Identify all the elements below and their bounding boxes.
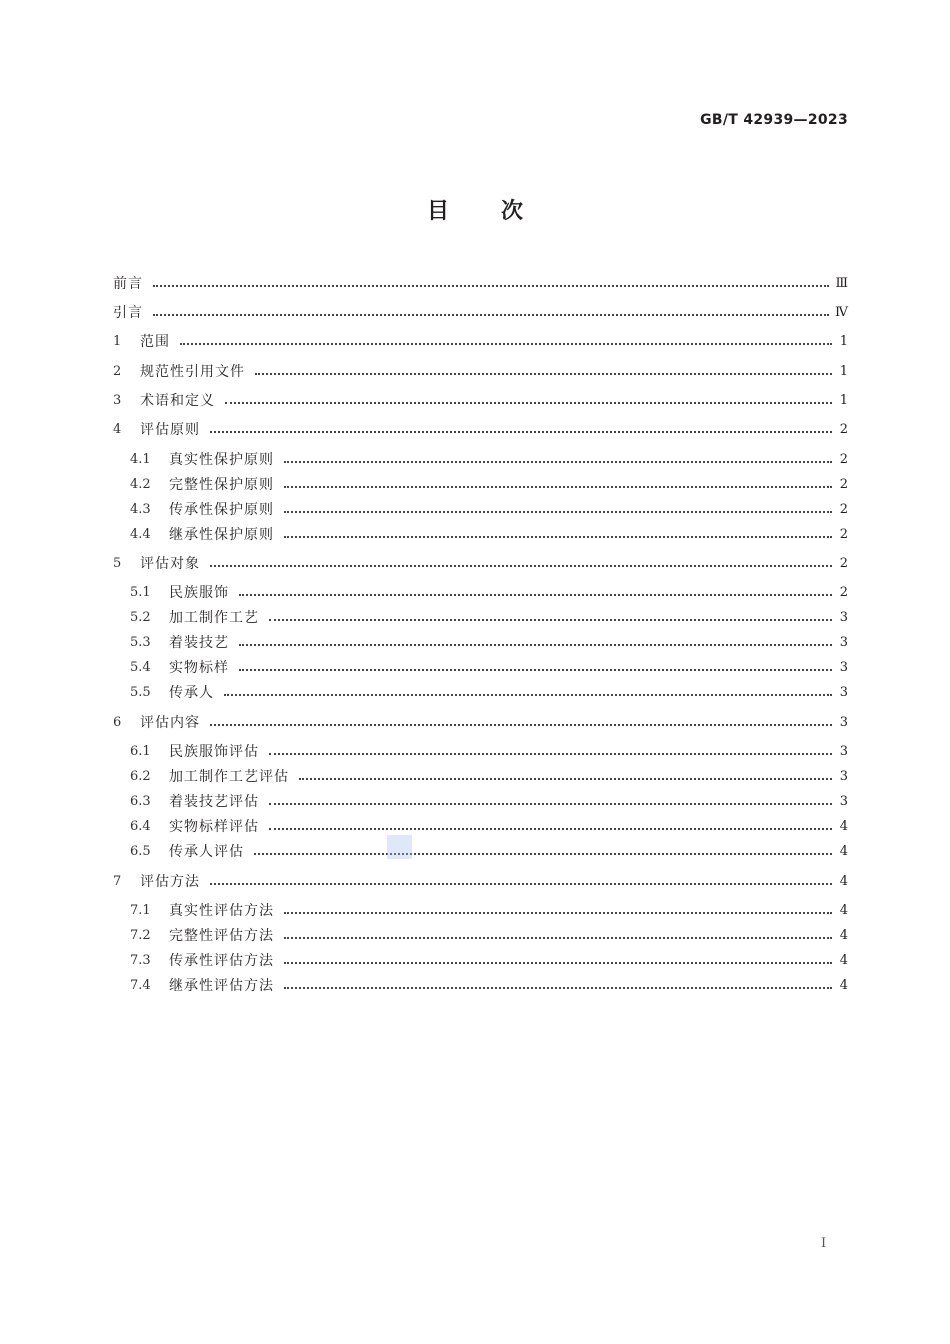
toc-leader-dots [284,987,832,989]
toc-entry-page: 4 [839,874,848,889]
toc-entry-page: 4 [839,928,848,943]
toc-entry-number: 5.5 [130,685,151,700]
toc-leader-dots [284,536,832,538]
toc-entry[interactable] [130,792,848,812]
toc-entry-page: 1 [839,393,848,408]
toc-entry[interactable] [113,554,848,574]
toc-entry-number: 6.1 [130,744,151,759]
toc-entry-number: 6.3 [130,794,151,809]
toc-entry-page: 3 [839,685,848,700]
toc-leader-dots [254,853,832,855]
toc-entry[interactable] [130,951,848,971]
toc-leader-dots [239,669,832,671]
toc-entry-page: 4 [839,844,848,859]
page-number: Ⅰ [821,1236,827,1251]
toc-entry-page: 4 [839,819,848,834]
toc-entry-page: 3 [839,610,848,625]
toc-entry-number: 6.4 [130,819,151,834]
toc-entry-label: 评估对象 [140,556,200,572]
toc-entry-label: 着装技艺 [169,635,229,651]
toc-leader-dots [239,644,832,646]
selection-highlight [387,835,412,859]
toc-leader-dots [153,285,829,287]
toc-entry-page: Ⅲ [835,276,848,291]
toc-leader-dots [225,402,832,404]
toc-leader-dots [153,314,829,316]
toc-entry-label: 传承人 [169,685,214,701]
toc-entry-number: 7.4 [130,978,151,993]
toc-entry[interactable] [130,500,848,520]
toc-entry-page: 3 [839,744,848,759]
toc-entry[interactable] [130,901,848,921]
toc-entry[interactable] [130,608,848,628]
toc-leader-dots [239,594,832,596]
toc-entry[interactable] [130,976,848,996]
standard-number: GB/T 42939—2023 [700,112,848,128]
toc-entry-label: 实物标样 [169,660,229,676]
toc-entry-number: 5.2 [130,610,151,625]
toc-entry-page: 3 [839,794,848,809]
toc-entry-label: 规范性引用文件 [140,364,245,380]
toc-entry-page: 2 [839,502,848,517]
toc-entry[interactable] [113,362,848,382]
toc-entry[interactable] [113,391,848,411]
toc-entry-label: 引言 [113,305,143,321]
toc-entry-page: 3 [839,635,848,650]
toc-leader-dots [284,962,832,964]
toc-entry[interactable] [130,450,848,470]
toc-entry[interactable] [113,713,848,733]
toc-entry-page: 2 [839,422,848,437]
toc-entry-label: 真实性保护原则 [169,452,274,468]
toc-entry-page: 4 [839,978,848,993]
toc-leader-dots [269,803,832,805]
toc-leader-dots [269,619,832,621]
toc-entry-page: 1 [839,364,848,379]
toc-entry-page: 4 [839,953,848,968]
toc-entry-label: 民族服饰 [169,585,229,601]
toc-entry-label: 术语和定义 [140,393,215,409]
toc-entry-label: 传承人评估 [169,844,244,860]
toc-entry-label: 完整性保护原则 [169,477,274,493]
toc-entry[interactable] [113,303,848,323]
toc-entry-number: 4 [113,422,122,437]
toc-leader-dots [180,343,832,345]
toc-entry-number: 7.2 [130,928,151,943]
toc-entry[interactable] [113,872,848,892]
toc-entry-number: 6.5 [130,844,151,859]
toc-leader-dots [284,511,832,513]
toc-entry-number: 4.3 [130,502,151,517]
toc-entry-number: 7.1 [130,903,151,918]
toc-entry-page: 2 [839,585,848,600]
toc-entry-number: 6 [113,715,122,730]
toc-entry-number: 2 [113,364,122,379]
toc-entry-page: 2 [839,556,848,571]
toc-entry-label: 评估原则 [140,422,200,438]
toc-leader-dots [284,912,832,914]
toc-leader-dots [210,724,832,726]
toc-leader-dots [224,694,832,696]
toc-entry-page: 1 [839,334,848,349]
toc-entry-number: 5.1 [130,585,151,600]
toc-leader-dots [284,486,832,488]
toc-entry[interactable] [130,817,848,837]
toc-entry-page: 3 [839,660,848,675]
toc-entry-number: 4.2 [130,477,151,492]
toc-entry-label: 完整性评估方法 [169,928,274,944]
toc-entry-label: 评估方法 [140,874,200,890]
toc-entry-label: 真实性评估方法 [169,903,274,919]
toc-entry-number: 3 [113,393,122,408]
toc-leader-dots [284,937,832,939]
toc-entry-page: 4 [839,903,848,918]
toc-entry[interactable] [130,742,848,762]
toc-entry-page: Ⅳ [835,305,848,320]
toc-entry[interactable] [130,683,848,703]
toc-entry-page: 3 [839,715,848,730]
toc-entry-label: 前言 [113,276,143,292]
toc-entry-label: 传承性保护原则 [169,502,274,518]
toc-entry-label: 民族服饰评估 [169,744,259,760]
toc-leader-dots [284,461,832,463]
toc-entry-page: 3 [839,769,848,784]
toc-entry-label: 继承性评估方法 [169,978,274,994]
toc-entry-number: 7 [113,874,122,889]
toc-entry-number: 5 [113,556,122,571]
toc-entry-number: 1 [113,334,122,349]
page-title: 目次 [426,199,575,224]
toc-entry[interactable] [130,658,848,678]
toc-entry-page: 2 [839,527,848,542]
toc-leader-dots [269,753,832,755]
toc-leader-dots [299,778,832,780]
toc-leader-dots [210,883,832,885]
toc-leader-dots [210,431,832,433]
toc-entry[interactable] [130,475,848,495]
toc-entry-label: 范围 [140,334,170,350]
toc-entry-label: 着装技艺评估 [169,794,259,810]
toc-entry[interactable] [113,420,848,440]
toc-entry-label: 加工制作工艺 [169,610,259,626]
toc-leader-dots [255,373,832,375]
toc-entry-number: 5.3 [130,635,151,650]
toc-entry-number: 4.1 [130,452,151,467]
toc-entry[interactable] [130,583,848,603]
toc-entry[interactable] [130,926,848,946]
toc-entry-page: 2 [839,452,848,467]
toc-leader-dots [269,828,832,830]
toc-entry-number: 5.4 [130,660,151,675]
toc-entry-number: 7.3 [130,953,151,968]
toc-entry[interactable] [130,842,848,862]
toc-entry[interactable] [113,332,848,352]
toc-entry[interactable] [130,767,848,787]
toc-entry[interactable] [130,525,848,545]
toc-leader-dots [210,565,832,567]
toc-entry-label: 加工制作工艺评估 [169,769,289,785]
toc-entry[interactable] [130,633,848,653]
toc-entry-label: 实物标样评估 [169,819,259,835]
toc-entry-label: 评估内容 [140,715,200,731]
toc-entry-number: 4.4 [130,527,151,542]
toc-entry-label: 传承性评估方法 [169,953,274,969]
toc-entry-page: 2 [839,477,848,492]
toc-entry-label: 继承性保护原则 [169,527,274,543]
toc-entry[interactable] [113,274,848,294]
toc-entry-number: 6.2 [130,769,151,784]
